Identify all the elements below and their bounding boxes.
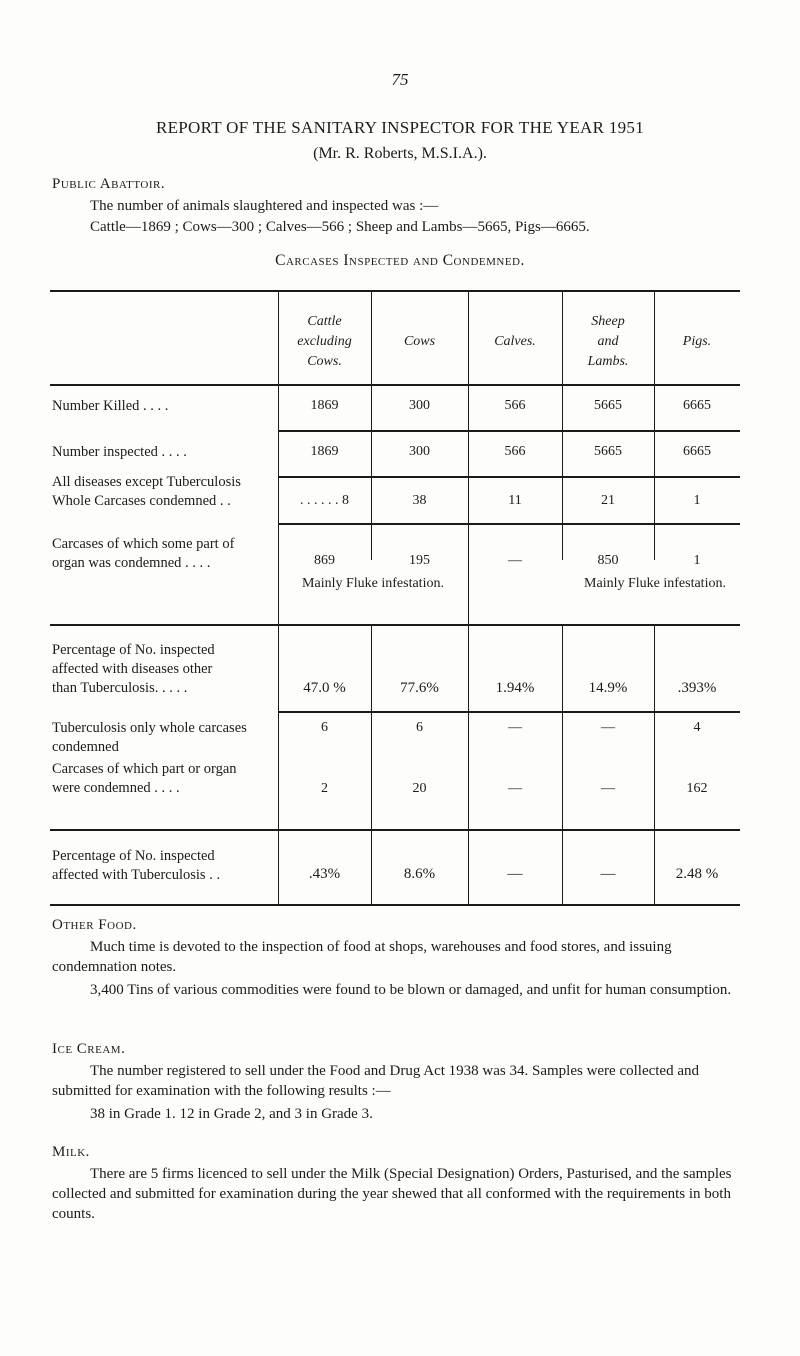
ice-cream-grades: 38 in Grade 1. 12 in Grade 2, and 3 in Grade 3. (90, 1106, 373, 1122)
column-header-sheep-lambs: Sheep and Lambs. (587, 314, 629, 369)
table-cell: 2 (321, 781, 328, 796)
table-bottom-rule (50, 904, 740, 906)
row-rule (278, 476, 740, 478)
column-rule (371, 290, 372, 560)
table-cell: — (601, 720, 615, 735)
table-cell: 850 (597, 553, 619, 568)
row-label-tb-part-condemned: Carcases of which part or organ were condemned . . . . (52, 761, 237, 796)
table-cell: . . . . . . 8 (300, 493, 349, 508)
column-rule (654, 624, 655, 906)
table-cell: 8.6% (403, 866, 436, 882)
table-cell: .43% (308, 866, 341, 882)
table-cell: 566 (504, 398, 526, 413)
table-cell: 2.48 % (675, 866, 719, 882)
table-cell: 6665 (683, 444, 711, 459)
header-bottom-rule (50, 384, 740, 386)
table-cell: — (507, 866, 523, 882)
column-header-calves: Calves. (494, 334, 536, 349)
column-rule (562, 624, 563, 906)
table-cell: — (508, 720, 522, 735)
row-rule (278, 711, 740, 713)
table-cell: — (508, 553, 522, 568)
table-cell: — (600, 866, 616, 882)
table-cell: 195 (409, 553, 430, 568)
column-header-pigs: Pigs. (682, 334, 712, 349)
other-food-paragraph-2: 3,400 Tins of various commodities were found to be blown or damaged, and unfit for human consumption. (90, 982, 732, 998)
other-food-paragraph-1: Much time is devoted to the inspection of food at shops, warehouses and food stores, and issuing condemnation notes. (52, 939, 672, 975)
table-cell: 4 (693, 720, 701, 735)
row-rule (50, 829, 740, 831)
table-cell: 5665 (594, 398, 622, 413)
table-cell: 20 (412, 781, 427, 796)
ice-cream-heading: Ice Cream. (52, 1041, 126, 1057)
table-cell: 5665 (594, 444, 622, 459)
table-cell: — (601, 781, 615, 796)
table-cell: — (508, 781, 522, 796)
row-label-number-killed: Number Killed . . . . (52, 398, 169, 414)
column-rule (654, 290, 655, 560)
abattoir-line-2: Cattle—1869 ; Cows—300 ; Calves—566 ; Sheep and Lambs—5665, Pigs—6665. (90, 219, 590, 235)
row-label-tb-whole-carcases: Tuberculosis only whole carcases condemned (52, 720, 247, 755)
ice-cream-paragraph-1: The number registered to sell under the Food and Drug Act 1938 was 34. Samples were collected and submitted for examination with the following results :— (52, 1063, 700, 1099)
report-title: REPORT OF THE SANITARY INSPECTOR FOR THE YEAR 1951 (155, 118, 645, 137)
other-food-heading: Other Food. (52, 917, 137, 933)
table-title: Carcases Inspected and Condemned. (275, 252, 525, 269)
table-cell: 300 (409, 398, 430, 413)
table-top-rule (50, 290, 740, 292)
abattoir-line-1: The number of animals slaughtered and inspected was :— (90, 198, 439, 214)
table-cell: 6 (321, 720, 328, 735)
table-cell: 566 (504, 444, 526, 459)
table-cell: 1.94% (495, 680, 535, 696)
row-rule (278, 430, 740, 432)
milk-heading: Milk. (52, 1144, 90, 1160)
infestation-note: Mainly Fluke infestation. (584, 576, 726, 591)
row-label-percentage-other-diseases: Percentage of No. inspected affected with diseases other than Tuberculosis. . . . . (52, 642, 215, 696)
column-rule (278, 290, 279, 906)
table-cell: 300 (409, 444, 430, 459)
abattoir-heading: Public Abattoir. (52, 176, 166, 192)
row-label-number-inspected: Number inspected . . . . (52, 444, 187, 460)
table-cell: 1 (693, 493, 701, 508)
table-cell: 869 (314, 553, 335, 568)
table-cell: 6665 (683, 398, 711, 413)
infestation-note: Mainly Fluke infestation. (302, 576, 444, 591)
table-cell: 162 (686, 781, 708, 796)
table-cell: 77.6% (400, 680, 439, 696)
row-rule (278, 523, 740, 525)
table-cell: 1869 (310, 398, 339, 413)
row-label-carcases-part-condemned: Carcases of which some part of organ was condemned . . . . (52, 536, 235, 571)
table-cell: 47.0 % (303, 680, 346, 696)
row-rule (50, 624, 740, 626)
table-cell: 14.9% (588, 680, 628, 696)
row-label-all-diseases: All diseases except Tuberculosis Whole Carcases condemned . . (52, 474, 241, 509)
milk-paragraph: There are 5 firms licenced to sell under the Milk (Special Designation) Orders, Pasturised, and the samples collected and submitted for examination during the year shewed that all conformed with the requirements in both counts. (52, 1166, 732, 1222)
table-cell: 21 (601, 493, 615, 508)
table-cell: 1869 (310, 444, 339, 459)
table-cell: 1 (693, 553, 701, 568)
page-number: 75 (391, 70, 409, 89)
table-cell: 38 (412, 493, 427, 508)
report-subtitle: (Mr. R. Roberts, M.S.I.A.). (313, 145, 487, 162)
table-cell: 11 (508, 493, 522, 508)
table-cell: 6 (416, 720, 423, 735)
column-rule (468, 290, 469, 906)
table-cell: .393% (677, 680, 717, 696)
column-rule (371, 624, 372, 906)
column-header-cows: Cows (403, 334, 436, 349)
row-label-percentage-tb: Percentage of No. inspected affected with Tuberculosis . . (52, 848, 221, 883)
column-header-cattle: Cattle excluding Cows. (297, 314, 352, 369)
